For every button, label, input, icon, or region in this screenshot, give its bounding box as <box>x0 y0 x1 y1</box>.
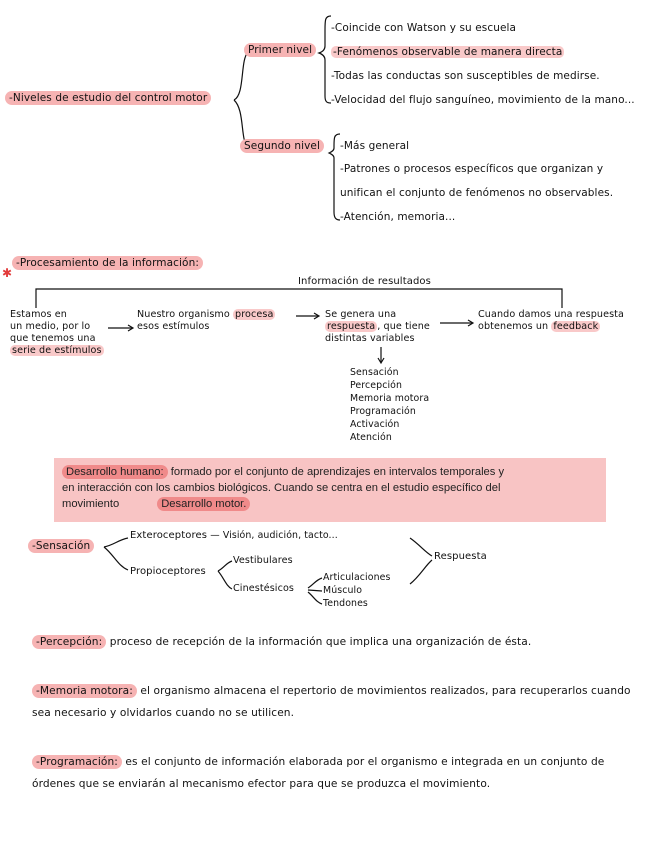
step-4: Cuando damos una respuesta obtenemos un feedback <box>478 309 625 332</box>
primer-item-3: -Todas las conductas son susceptibles de medirse. <box>331 70 600 82</box>
primer-item-4: -Velocidad del flujo sanguíneo, movimiento de la mano... <box>331 94 635 106</box>
segundo-item-4: -Atención, memoria... <box>340 211 456 223</box>
segundo-item-2: -Patrones o procesos específicos que organizan y <box>340 163 604 175</box>
desarrollo-box: Desarrollo humano: formado por el conjunto de aprendizajes en intervalos temporales y en interacción con los cambios biológicos. Cuando se centra en el estudio específico del movimiento Desarrollo motor. <box>54 458 606 522</box>
percepcion-paragraph: -Percepción: proceso de recepción de la información que implica una organización de ésta. <box>32 631 650 653</box>
segundo-item-1: -Más general <box>340 140 410 152</box>
variables-list <box>350 366 429 444</box>
list-item: Activación <box>350 419 400 430</box>
niveles-title: -Niveles de estudio del control motor <box>5 92 211 104</box>
respuesta-label: Respuesta <box>434 551 487 562</box>
primer-item-2: -Fenómenos observable de manera directa <box>333 46 563 58</box>
desarrollo-motor-tag: Desarrollo motor. <box>157 497 250 511</box>
step-1: Estamos en un medio, por lo que tenemos una serie de estímulos <box>10 309 102 356</box>
sensacion-title: -Sensación <box>28 540 94 552</box>
step-2: Nuestro organismo procesa esos estímulos <box>137 309 274 332</box>
list-item: Memoria motora <box>350 393 430 404</box>
desarrollo-tag: Desarrollo humano: <box>62 465 168 479</box>
list-item: Percepción <box>350 380 403 391</box>
propioceptores: Propioceptores <box>130 566 206 577</box>
programacion-paragraph: -Programación: es el conjunto de información elaborada por el organismo e integrada en un conjunto de órdenes que se enviarán al mecanismo efector para que se produzca el movimiento. <box>32 756 605 790</box>
list-item: Programación <box>350 406 416 417</box>
list-item: Atención <box>350 432 392 443</box>
memoria-paragraph: -Memoria motora: el organismo almacena el repertorio de movimientos realizados, para recuperarlos cuando sea necesario y olvidarlos cuando no se utilicen. <box>32 685 631 719</box>
procesamiento-title: -Procesamiento de la información: <box>12 257 203 269</box>
segundo-nivel-label: Segundo nivel <box>240 140 324 152</box>
feedback-loop-label: Información de resultados <box>298 276 431 287</box>
vestibulares: Vestibulares <box>233 555 293 566</box>
cinestesicos-list <box>323 571 390 610</box>
list-item: Tendones <box>323 598 368 609</box>
exteroceptores: Exteroceptores — Visión, audición, tacto... <box>130 530 338 541</box>
step-3: Se genera una respuesta , que tiene distintas variables <box>325 309 430 344</box>
cinestesicos: Cinestésicos <box>233 583 295 594</box>
list-item: Músculo <box>323 585 363 596</box>
list-item: Sensación <box>350 367 399 378</box>
list-item: Articulaciones <box>323 572 391 583</box>
programacion-title: -Programación: <box>32 755 122 769</box>
memoria-title: -Memoria motora: <box>32 684 137 698</box>
star-icon: ✱ <box>2 266 13 280</box>
primer-nivel-label: Primer nivel <box>244 44 316 56</box>
segundo-item-3: unifican el conjunto de fenómenos no observables. <box>340 187 614 199</box>
percepcion-title: -Percepción: <box>32 635 106 649</box>
primer-item-1: -Coincide con Watson y su escuela <box>331 22 517 34</box>
